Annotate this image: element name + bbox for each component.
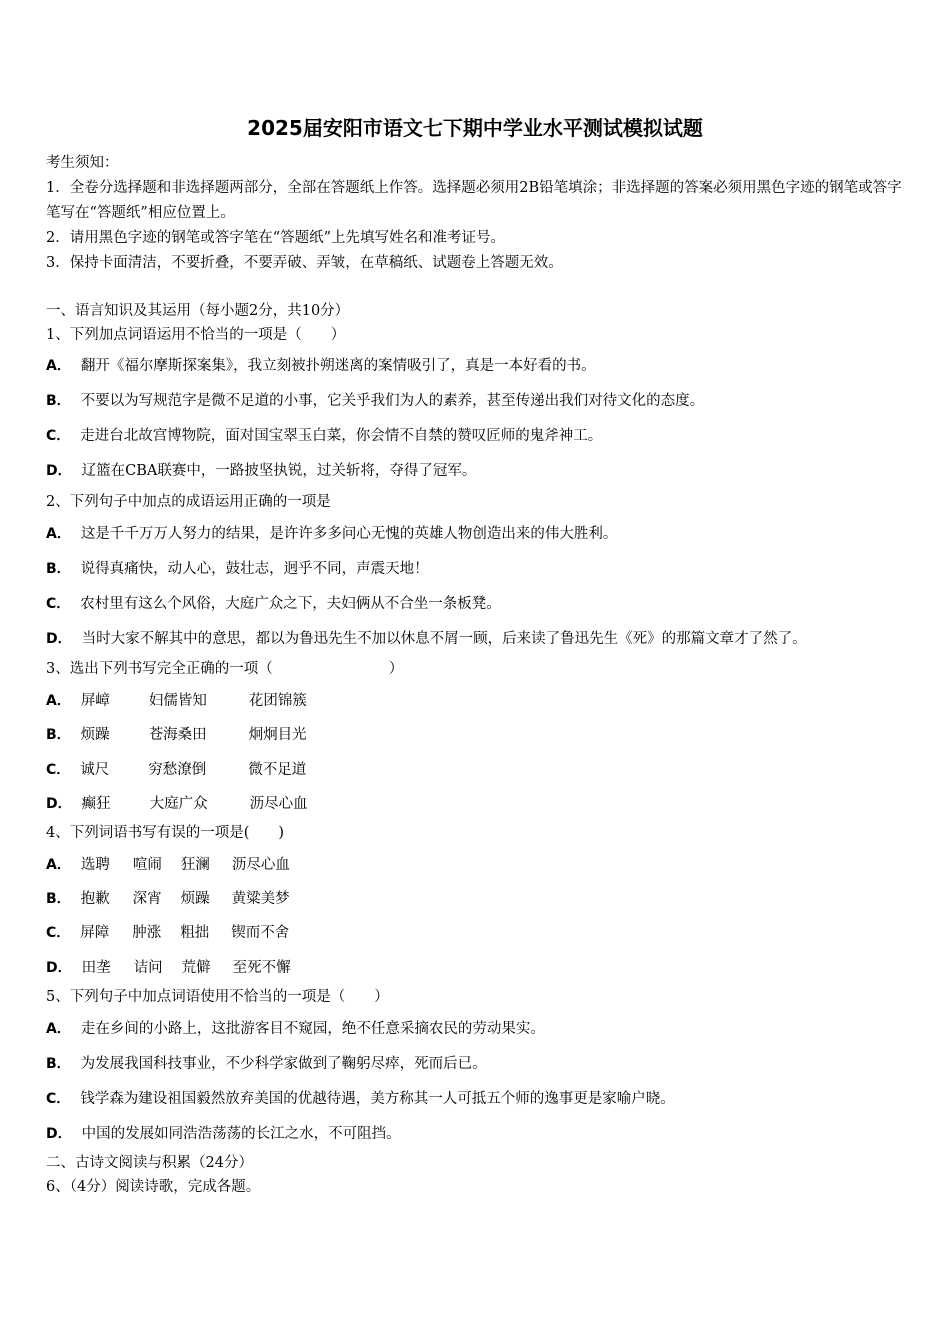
option-letter: B． <box>46 1055 71 1072</box>
option-text: 说得真痛快，动人心，鼓壮志，迥乎不同，声震天地！ <box>80 561 429 577</box>
option-word: 苍海桑田 <box>148 727 207 744</box>
option-letter: C． <box>46 428 71 444</box>
option-text: 农村里有这么个风俗，大庭广众之下，夫妇俩从不合坐一条板凳。 <box>80 596 501 612</box>
q1-option-a <box>46 347 916 390</box>
option-word: 狂澜 <box>180 856 210 873</box>
option-letter: A． <box>46 856 71 873</box>
option-word: 粗拙 <box>180 925 210 942</box>
option-word: 沥尽心血 <box>231 856 290 873</box>
option-word: 妇儒皆知 <box>148 693 207 709</box>
option-word: 选聘 <box>80 856 110 873</box>
q4-option-c <box>46 922 916 956</box>
question-3-stem: 3、选出下列书写完全正确的一项（ ） <box>46 661 404 677</box>
option-word: 花团锦簇 <box>248 693 307 709</box>
option-text: 为发展我国科技事业，不少科学家做到了鞠躬尽瘁，死而后已。 <box>80 1055 487 1072</box>
notice-item: 1．全卷分选择题和非选择题两部分，全部在答题纸上作答。选择题必须用2B铅笔填涂；非选择题的答案必须用黑色字迹的钢笔或答字笔写在“答题纸”相应位置上。 <box>46 180 902 221</box>
notice-item: 3．保持卡面清洁，不要折叠，不要弄破、弄皱，在草稿纸、试题卷上答题无效。 <box>46 255 563 271</box>
q2-option-c <box>46 593 916 628</box>
option-letter: D． <box>46 463 72 479</box>
section-heading-1: 一、语言知识及其运用（每小题2分，共10分） <box>46 303 350 319</box>
q5-option-b <box>46 1053 916 1088</box>
q3-option-a <box>46 681 916 724</box>
q3-option-c <box>46 759 916 793</box>
option-word: 黄粱美梦 <box>231 891 290 908</box>
q4-option-a <box>46 845 916 888</box>
exam-content <box>46 299 916 1199</box>
option-word: 肿涨 <box>132 925 162 942</box>
option-word: 抱歉 <box>80 891 110 908</box>
q1-option-b <box>46 390 916 425</box>
notice-heading: 考生须知： <box>46 155 119 171</box>
q5-option-c <box>46 1088 916 1123</box>
option-word: 癫狂 <box>81 795 111 812</box>
q1-option-c <box>46 425 916 460</box>
option-text: 不要以为写规范字是微不足道的小事，它关乎我们为人的素养，甚至传递出我们对待文化的态度。 <box>80 393 705 409</box>
option-word: 穷愁潦倒 <box>148 761 207 778</box>
option-word: 喧闹 <box>132 856 162 873</box>
q4-option-d <box>46 957 916 985</box>
option-letter: D． <box>46 631 72 647</box>
option-letter: D． <box>46 795 72 812</box>
option-letter: B． <box>46 891 71 908</box>
q2-option-a <box>46 514 916 558</box>
option-word: 诘问 <box>133 959 163 976</box>
q5-option-a <box>46 1009 916 1053</box>
option-word: 荒僻 <box>181 959 211 976</box>
option-word: 诚尺 <box>80 761 110 778</box>
q5-option-d <box>46 1123 916 1151</box>
option-letter: D． <box>46 1125 72 1142</box>
option-word: 深宵 <box>132 891 162 908</box>
question-6-stem: 6、（4分）阅读诗歌，完成各题。 <box>46 1178 261 1195</box>
option-letter: C． <box>46 761 71 778</box>
option-text: 钱学森为建设祖国毅然放弃美国的优越待遇，美方称其一人可抵五个师的逸事更是家喻户晓。 <box>80 1090 675 1107</box>
section-heading-2: 二、古诗文阅读与积累（24分） <box>46 1154 253 1171</box>
option-letter: A． <box>46 358 71 374</box>
option-letter: A． <box>46 693 71 709</box>
q3-option-d <box>46 793 916 821</box>
q2-option-b <box>46 558 916 593</box>
option-text: 走在乡间的小路上，这批游客目不窥园，绝不任意采摘农民的劳动果实。 <box>80 1020 545 1037</box>
notice-item: 2．请用黑色字迹的钢笔或答字笔在“答题纸”上先填写姓名和准考证号。 <box>46 230 506 246</box>
option-word: 烦躁 <box>180 891 210 908</box>
notice-list <box>46 176 906 276</box>
option-letter: A． <box>46 526 71 542</box>
option-letter: B． <box>46 727 71 744</box>
q1-option-d <box>46 460 916 490</box>
option-text: 中国的发展如同浩浩荡荡的长江之水，不可阻挡。 <box>81 1125 401 1142</box>
option-text: 辽篮在CBA联赛中，一路披坚执锐，过关斩将，夺得了冠军。 <box>81 463 477 479</box>
question-4-stem: 4、下列词语书写有误的一项是( ) <box>46 824 285 841</box>
option-letter: D． <box>46 959 72 976</box>
option-text: 当时大家不解其中的意思，都以为鲁迅先生不加以休息不屑一顾，后来读了鲁迅先生《死》的那篇文章才了然了。 <box>81 631 807 647</box>
option-letter: B． <box>46 393 71 409</box>
question-1-stem: 1、下列加点词语运用不恰当的一项是（ ） <box>46 327 346 343</box>
option-letter: C． <box>46 925 71 942</box>
question-2-stem: 2、下列句子中加点的成语运用正确的一项是 <box>46 494 331 510</box>
option-word: 屏障 <box>80 925 110 942</box>
q2-option-d <box>46 628 916 657</box>
option-word: 炯炯目光 <box>248 727 307 744</box>
option-word: 大庭广众 <box>149 795 208 812</box>
option-word: 微不足道 <box>248 761 307 778</box>
option-letter: C． <box>46 1090 71 1107</box>
q3-option-b <box>46 724 916 758</box>
question-5-stem: 5、下列句子中加点词语使用不恰当的一项是（ ） <box>46 988 389 1005</box>
option-text: 翻开《福尔摩斯探案集》，我立刻被扑朔迷离的案情吸引了，真是一本好看的书。 <box>80 358 596 374</box>
q4-option-b <box>46 888 916 922</box>
page-title: 2025届安阳市语文七下期中学业水平测试模拟试题 <box>247 116 703 140</box>
option-word: 至死不懈 <box>232 959 291 976</box>
option-word: 烦躁 <box>80 727 110 744</box>
option-word: 锲而不舍 <box>231 925 290 942</box>
option-text: 走进台北故宫博物院，面对国宝翠玉白菜，你会情不自禁的赞叹匠师的鬼斧神工。 <box>80 428 603 444</box>
option-letter: A． <box>46 1020 71 1037</box>
option-word: 田垄 <box>81 959 111 976</box>
option-text: 这是千千万万人努力的结果，是许许多多问心无愧的英雄人物创造出来的伟大胜利。 <box>80 526 618 542</box>
option-word: 沥尽心血 <box>249 795 308 812</box>
option-letter: C． <box>46 596 71 612</box>
option-word: 屏嶂 <box>80 693 110 709</box>
option-letter: B． <box>46 561 71 577</box>
